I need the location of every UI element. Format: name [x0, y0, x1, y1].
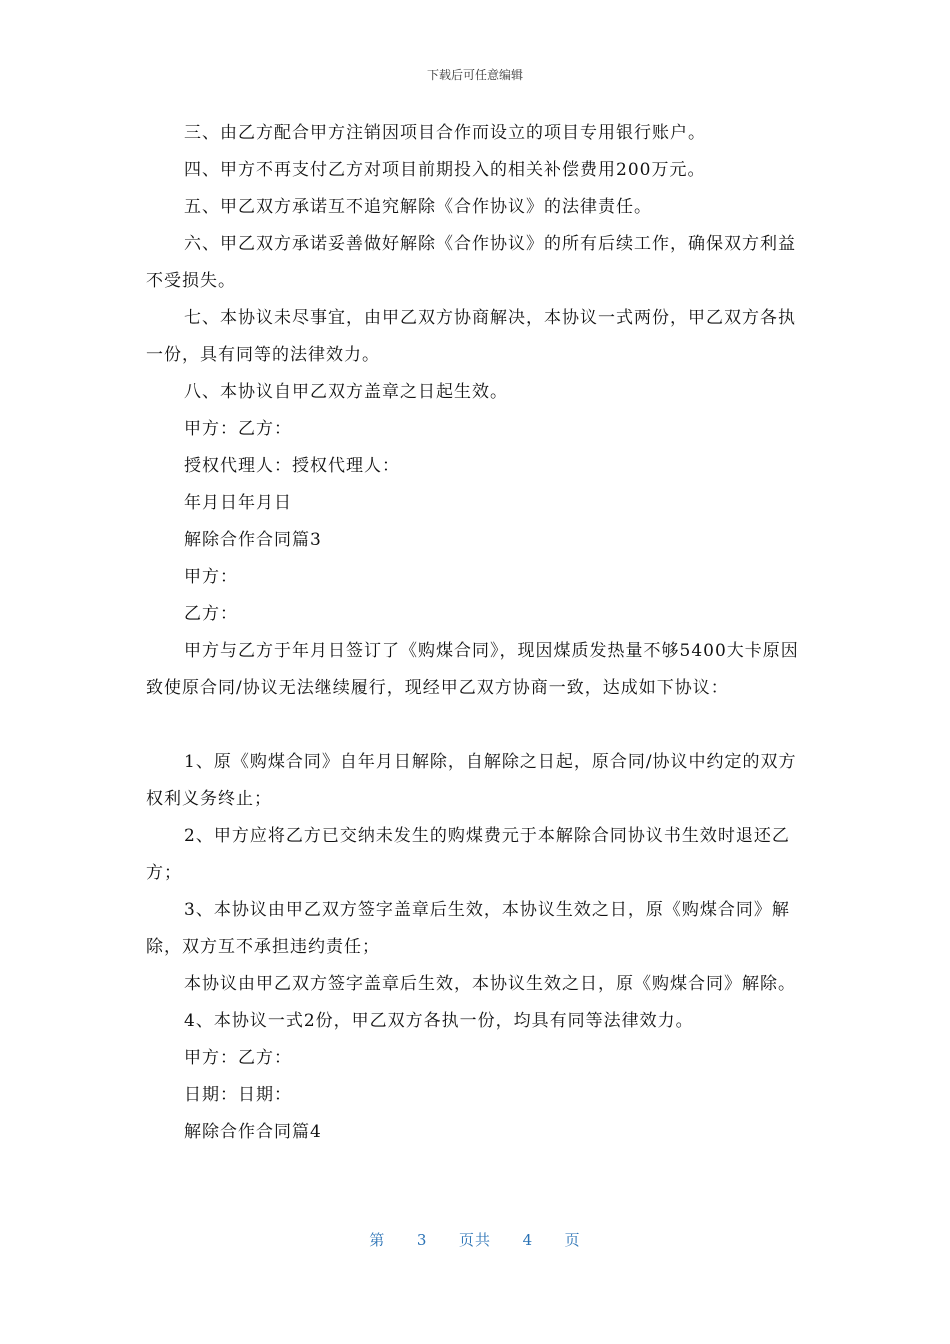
blank-line: [146, 707, 806, 744]
footer-total-pages: 4: [522, 1231, 534, 1249]
signature-parties-line: 甲方：乙方：: [184, 1048, 292, 1068]
party-a-line: 甲方：: [184, 567, 238, 587]
page-footer: [0, 1229, 950, 1250]
footer-prefix: 第: [369, 1231, 386, 1249]
item-3: 3、本协议由甲乙双方签字盖章后生效，本协议生效之日，原《购煤合同》解除，双方互不承担违约责任；: [146, 900, 790, 957]
preamble: 甲方与乙方于年月日签订了《购煤合同》，现因煤质发热量不够5400大卡原因致使原合同/协议无法继续履行，现经甲乙双方协商一致，达成如下协议：: [146, 641, 799, 698]
item-2: 2、甲方应将乙方已交纳未发生的购煤费元于本解除合同协议书生效时退还乙方；: [146, 826, 790, 883]
clause-7: 七、本协议未尽事宜，由甲乙双方协商解决，本协议一式两份，甲乙双方各执一份，具有同等的法律效力。: [146, 308, 796, 365]
signature-dates-line: 日期：日期：: [184, 1085, 292, 1105]
item-1: 1、原《购煤合同》自年月日解除，自解除之日起，原合同/协议中约定的双方权利义务终止；: [146, 752, 797, 809]
party-b-line: 乙方：: [184, 604, 238, 624]
footer-middle: 页共: [458, 1231, 491, 1249]
clause-8: 八、本协议自甲乙双方盖章之日起生效。: [184, 382, 508, 402]
parties-line: 甲方：乙方：: [184, 419, 292, 439]
section-title-3: 解除合作合同篇3: [184, 530, 322, 550]
clause-4: 四、甲方不再支付乙方对项目前期投入的相关补偿费用200万元。: [184, 160, 706, 180]
item-4: 4、本协议一式2份，甲乙双方各执一份，均具有同等法律效力。: [184, 1011, 694, 1031]
agents-line: 授权代理人：授权代理人：: [184, 456, 400, 476]
date-line: 年月日年月日: [184, 493, 292, 513]
section-title-4: 解除合作合同篇4: [184, 1122, 322, 1142]
footer-page-number: 3: [416, 1231, 428, 1249]
item-3-note: 本协议由甲乙双方签字盖章后生效，本协议生效之日，原《购煤合同》解除。: [184, 974, 796, 994]
clause-6: 六、甲乙双方承诺妥善做好解除《合作协议》的所有后续工作，确保双方利益不受损失。: [146, 234, 796, 291]
clause-5: 五、甲乙双方承诺互不追究解除《合作协议》的法律责任。: [184, 197, 652, 217]
document-body: [146, 115, 806, 1151]
page-header: 下载后可任意编辑: [426, 68, 523, 82]
footer-suffix: 页: [564, 1231, 581, 1249]
clause-3: 三、由乙方配合甲方注销因项目合作而设立的项目专用银行账户。: [184, 123, 706, 143]
